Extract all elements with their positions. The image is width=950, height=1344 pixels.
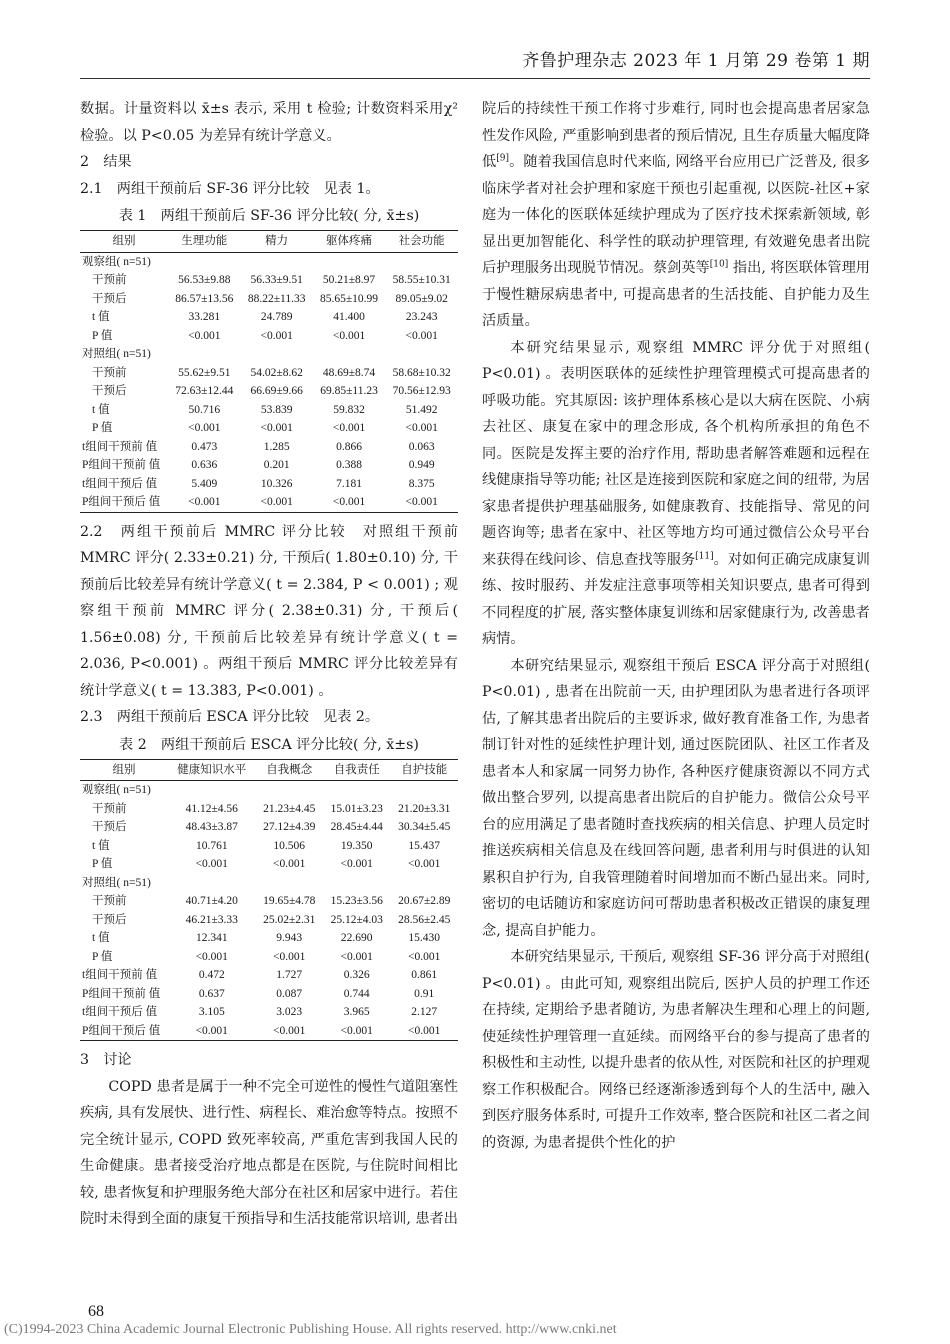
table-row: [80, 985, 458, 1004]
table-row: [80, 456, 458, 475]
table-row: [80, 1003, 458, 1022]
table-cell: <0.001: [195, 950, 228, 963]
row-label: P 值: [92, 858, 113, 870]
table-cell: [168, 874, 256, 893]
table-cell: 28.45±4.44: [330, 821, 383, 833]
table-cell: [168, 345, 241, 364]
table-cell: 85.65±10.99: [320, 292, 379, 305]
table-row: [80, 252, 458, 271]
copyright-footer: (C)1994-2023 China Academic Journal Electronic Publishing House. All rights reserved. http://www.cnki.net: [4, 1322, 617, 1337]
table-cell: [168, 252, 241, 271]
table-row: [80, 837, 458, 856]
table-cell: 22.690: [340, 932, 373, 944]
table-cell: 15.437: [408, 839, 441, 852]
table-cell: 72.63±12.44: [175, 385, 234, 397]
row-label: 观察组( n=51): [82, 784, 151, 796]
row-label: P 值: [92, 422, 113, 434]
row-label: t组间干预前 值: [82, 969, 158, 981]
table-cell: <0.001: [273, 1024, 306, 1037]
table-row: [80, 966, 458, 985]
table-row: [80, 855, 458, 874]
table-cell: 0.388: [336, 459, 362, 471]
table-row: [80, 308, 458, 327]
table-cell: 24.789: [260, 311, 293, 323]
row-label: P组间干预后 值: [82, 496, 161, 508]
table-cell: [323, 874, 390, 893]
journal-header: 齐鲁护理杂志 2023 年 1 月第 29 卷第 1 期: [522, 51, 870, 71]
table-cell: 46.21±3.33: [185, 913, 238, 926]
table-cell: <0.001: [408, 1024, 441, 1037]
table-cell: 0.201: [263, 459, 290, 471]
row-label: t组间干预后 值: [82, 1006, 158, 1018]
table-row: [80, 271, 458, 290]
left-column: [80, 96, 458, 1233]
citation-ref: [11]: [695, 550, 714, 561]
table-cell: 88.22±11.33: [247, 292, 306, 305]
table-cell: [241, 345, 313, 364]
table1-body: [80, 252, 458, 512]
table-row: [80, 781, 458, 800]
table-cell: 48.43±3.87: [185, 821, 238, 833]
table-cell: [385, 345, 458, 364]
table-row: [80, 1022, 458, 1041]
table-cell: 56.53±9.88: [178, 274, 231, 286]
table-cell: [313, 345, 386, 364]
table-cell: <0.001: [188, 496, 221, 508]
table-row: [80, 929, 458, 948]
row-label: 干预后: [92, 292, 127, 305]
section-heading-discussion: 3 讨论: [80, 1052, 132, 1068]
table-cell: 15.430: [408, 932, 441, 944]
table1-header-cell: 组别: [80, 231, 168, 253]
subsection-heading-2-1: 2.1 两组干预前后 SF-36 评分比较 见表 1。: [80, 180, 380, 197]
table-cell: 51.492: [405, 403, 438, 416]
table-cell: 2.127: [411, 1006, 438, 1018]
table-cell: <0.001: [405, 496, 438, 508]
table-cell: 66.69±9.66: [250, 385, 303, 397]
table-cell: 41.12±4.56: [185, 802, 238, 815]
table-cell: [390, 781, 458, 800]
row-label: 干预前: [92, 274, 127, 286]
row-label: 干预前: [92, 366, 127, 379]
table2: [80, 759, 458, 1042]
table-cell: 0.636: [191, 459, 218, 471]
table2-header-cell: 自我概念: [256, 759, 323, 781]
table-cell: [241, 252, 313, 271]
table-row: [80, 818, 458, 837]
header-divider: [80, 78, 870, 79]
table-row: [80, 401, 458, 420]
table-cell: 1.727: [276, 969, 303, 981]
table-cell: 15.23±3.56: [330, 895, 383, 907]
table-cell: [256, 781, 323, 800]
table-cell: <0.001: [340, 858, 373, 870]
table-cell: 12.341: [195, 932, 228, 944]
table2-header-row: [80, 759, 458, 781]
row-label: P 值: [92, 950, 113, 963]
row-label: t组间干预后 值: [82, 477, 158, 490]
table-cell: <0.001: [340, 1024, 373, 1037]
table-row: [80, 911, 458, 930]
table-cell: 0.087: [276, 987, 303, 1000]
row-label: t 值: [92, 403, 110, 416]
table-cell: 0.866: [336, 440, 362, 453]
discussion-paragraph-sf36: 本研究结果显示, 干预后, 观察组 SF-36 评分高于对照组( P<0.01) 。由此可知, 观察组出院后, 医护人员的护理工作还在持续, 定期给予患者随访, 为患者解决生理和心理上的问题, 使延续性护理管理一直延续。而网络平台的参与提高了患者的积极性和主动性, 以提升患者的依从性, 对医院和社区的护理观察工作积极配合。网络已经逐渐渗透到每个人的生活中, 融入到医疗服务体系时, 可提升工作效率, 整合医院和社区二者之间的资源, 为患者提供个性化的护: [482, 949, 870, 1151]
table-cell: 1.285: [263, 440, 290, 453]
table-cell: 7.181: [336, 477, 362, 490]
table-cell: 58.55±10.31: [392, 274, 451, 286]
row-label: P 值: [92, 329, 113, 342]
table-cell: <0.001: [195, 858, 228, 870]
table-cell: 3.965: [343, 1006, 370, 1018]
table-cell: [313, 252, 386, 271]
row-label: 对照组( n=51): [82, 876, 151, 889]
table-row: [80, 493, 458, 512]
table-cell: 0.949: [408, 459, 435, 471]
right-column: [482, 96, 870, 1156]
table-cell: 55.62±9.51: [178, 366, 231, 379]
table-cell: 25.02±2.31: [263, 913, 316, 926]
table-cell: 10.761: [195, 839, 228, 852]
subsection-paragraph-2-2: 2.2 两组干预前后 MMRC 评分比较 对照组干预前 MMRC 评分( 2.33±0.21) 分, 干预后( 1.80±0.10) 分, 干预前后比较差异有统计学意义( t = 2.384, P < 0.001) ; 观察组干预前 MMRC 评分( 2.38±0.31) 分, 干预后( 1.56±0.08) 分, 干预前后比较差异有统计学意义( t = 2.036, P<0.001) 。两组干预后 MMRC 评分比较差异有统计学意义( t = 13.383, P<0.001) 。: [80, 523, 458, 699]
row-label: t 值: [92, 839, 110, 852]
table-cell: 89.05±9.02: [395, 292, 448, 305]
table-cell: <0.001: [332, 496, 366, 508]
table-cell: 19.65±4.78: [263, 895, 316, 907]
table-row: [80, 800, 458, 819]
table-cell: [168, 781, 256, 800]
table-cell: 53.839: [260, 403, 293, 416]
table-cell: 28.56±2.45: [398, 913, 451, 926]
table-cell: 20.67±2.89: [398, 895, 451, 907]
table-cell: <0.001: [188, 422, 221, 434]
table-cell: 56.33±9.51: [250, 274, 303, 286]
table1-header-cell: 社会功能: [385, 231, 458, 253]
discussion-paragraph: COPD 患者是属于一种不完全可逆性的慢性气道阻塞性疾病, 具有发展快、进行性、病程长、难治愈等特点。按照不完全统计显示, COPD 致死率较高, 严重危害到我国人民的生命健康。患者接受治疗地点都是在医院, 与住院时间相比较, 患者恢复和护理服务绝大部分在社区和居家中进行。若住院时未得到全面的康复干预指导和生活技能常识培训, 患者出: [80, 1078, 458, 1227]
table-row: [80, 382, 458, 401]
table-cell: 59.832: [333, 403, 365, 416]
table-cell: 50.21±8.97: [322, 274, 376, 286]
table-cell: <0.001: [195, 1024, 228, 1037]
table2-body: [80, 781, 458, 1041]
continued-paragraph: [482, 96, 870, 335]
row-label: P组间干预前 值: [82, 987, 161, 1000]
table-cell: <0.001: [408, 950, 441, 963]
subsection-heading-2-3: 2.3 两组干预前后 ESCA 评分比较 见表 2。: [80, 709, 380, 725]
section-heading-results: 2 结果: [80, 154, 132, 170]
table-cell: 0.473: [191, 440, 218, 453]
table-cell: 3.023: [276, 1006, 303, 1018]
table1: [80, 230, 458, 513]
table-cell: [256, 874, 323, 893]
row-label: 干预前: [92, 802, 127, 815]
table-cell: 69.85±11.23: [320, 385, 378, 397]
table1-title: 表 1 两组干预前后 SF-36 评分比较( 分, x̄±s): [118, 208, 420, 224]
table-cell: [323, 781, 390, 800]
table-cell: 33.281: [188, 311, 221, 323]
table-cell: 58.68±10.32: [392, 366, 451, 379]
table-cell: 54.02±8.62: [250, 366, 303, 379]
table-cell: 15.01±3.23: [330, 802, 383, 815]
row-label: 干预前: [92, 895, 127, 907]
table-cell: 0.744: [343, 987, 370, 1000]
table-cell: 30.34±5.45: [398, 821, 451, 833]
table-cell: 10.326: [260, 477, 293, 490]
table2-header-cell: 组别: [80, 759, 168, 781]
table-cell: 0.326: [343, 969, 370, 981]
table-cell: 86.57±13.56: [175, 292, 234, 305]
table-row: [80, 874, 458, 893]
table-cell: <0.001: [273, 858, 306, 870]
row-label: t 值: [92, 311, 110, 323]
row-label: P组间干预前 值: [82, 459, 161, 471]
discussion-paragraph-esca: 本研究结果显示, 观察组干预后 ESCA 评分高于对照组( P<0.01) , 患者在出院前一天, 由护理团队为患者进行各项评估, 了解其患者出院后的主要诉求, 做好教育准备工作, 为患者制订针对性的延续性护理计划, 通过医院团队、社区工作者及患者本人和家属一同努力协作, 各种医疗健康资源以不同方式做出整合罗列, 以提高患者出院后的自护能力。微信公众号平台的应用满足了患者随时查找疾病的相关信息、护理人员定时推送疾病相关信息及在线回答问题, 患者利用与时俱进的认知累积自护行为, 自我管理随着时间增加而不断凸显出来。同时, 密切的电话随访和家庭访问可帮助患者积极改正错误的康复理念, 提高自护能力。: [482, 657, 870, 939]
citation-ref: [10]: [709, 259, 729, 270]
table-cell: <0.001: [260, 496, 293, 508]
table-cell: [390, 874, 458, 893]
table-row: [80, 364, 458, 383]
table-cell: <0.001: [332, 422, 366, 434]
table-cell: 8.375: [408, 477, 435, 490]
table-cell: <0.001: [405, 329, 438, 342]
table-row: [80, 419, 458, 438]
table1-header-cell: 生理功能: [168, 231, 241, 253]
row-label: 干预后: [92, 385, 127, 397]
table-cell: 23.243: [405, 311, 438, 323]
row-label: 干预后: [92, 913, 127, 926]
page-number: 68: [88, 1303, 104, 1320]
row-label: 对照组( n=51): [82, 348, 151, 360]
table2-title: 表 2 两组干预前后 ESCA 评分比较( 分, x̄±s): [119, 736, 419, 753]
paragraph-text: 指出, 将医联体管理用于慢性糖尿病患者中, 可提高患者的生活技能、自护能力及生活质量。: [482, 260, 870, 329]
discussion-paragraph-mmrc: [482, 335, 870, 653]
table1-header-cell: 躯体疼痛: [313, 231, 386, 253]
table-cell: <0.001: [405, 422, 438, 434]
paragraph-text: 。随着我国信息时代来临, 网络平台应用已广泛普及, 很多临床学者对社会护理和家庭干预也引起重视, 以医院-社区+家庭为一体化的医联体延续护理成为了医疗技术探索新领域, 彰显出更加智能化、科学性的联动护理管理, 有效避免患者出院后护理服务出现脱节情况。蔡剑英等: [482, 154, 870, 276]
table-cell: 9.943: [276, 932, 303, 944]
table-cell: 3.105: [198, 1006, 225, 1018]
table-cell: 0.91: [414, 987, 435, 1000]
table-cell: 19.350: [340, 839, 373, 852]
table-row: [80, 327, 458, 346]
table-row: [80, 948, 458, 967]
paragraph-text: 。对如何正确完成康复训练、按时服药、并发症注意事项等相关知识要点, 患者可得到不同程度的扩展, 落实整体康复训练和居家健康行为, 改善患者病情。: [482, 551, 870, 647]
table-cell: <0.001: [260, 329, 293, 342]
table-row: [80, 345, 458, 364]
table-cell: 21.20±3.31: [398, 802, 451, 815]
paragraph-text: 本研究结果显示, 观察组 MMRC 评分优于对照组( P<0.01) 。表明医联体的延续性护理管理模式可提高患者的呼吸功能。究其原因: 该护理体系核心是以大病在医院、小病去社区、康复在家中的理念形成, 各个机构所承担的角色不同。医院是发挥主要的治疗作用, 帮助患者解答难题和远程在线健康指导等功能; 社区是连接到医院和家庭之间的纽带, 为居家患者提供护理基础服务, 如健康教育、技能指导、常见的问题咨询等; 患者在家中、社区等地方均可通过微信公众号平台来获得在线问诊、信息查找等服务: [482, 339, 870, 568]
citation-ref: [9]: [496, 153, 510, 164]
table-cell: <0.001: [273, 950, 306, 963]
table-row: [80, 892, 458, 911]
table-row: [80, 438, 458, 457]
table-cell: 0.063: [408, 440, 435, 453]
paragraph-text: 院后的持续性干预工作将寸步难行, 同时也会提高患者居家急性发作风险, 严重影响到患者的预后情况, 且生存质量大幅度降低: [482, 101, 870, 170]
table-cell: 10.506: [273, 839, 306, 852]
table-cell: <0.001: [188, 329, 221, 342]
table2-header-cell: 自护技能: [390, 759, 458, 781]
table-cell: <0.001: [332, 329, 366, 342]
table-cell: <0.001: [260, 422, 293, 434]
table-cell: 40.71±4.20: [185, 895, 238, 907]
table-cell: 0.637: [198, 987, 225, 1000]
table-cell: 41.400: [333, 311, 365, 323]
table2-header-cell: 健康知识水平: [168, 759, 256, 781]
row-label: 干预后: [92, 821, 127, 833]
row-label: t组间干预前 值: [82, 440, 158, 453]
table-cell: [385, 252, 458, 271]
table-cell: 25.12±4.03: [330, 913, 383, 926]
table-cell: 70.56±12.93: [392, 385, 451, 397]
table-cell: 50.716: [188, 403, 221, 416]
table-cell: 5.409: [191, 477, 218, 490]
table-cell: <0.001: [408, 858, 441, 870]
row-label: t 值: [92, 932, 110, 944]
table-cell: 27.12±4.39: [263, 821, 316, 833]
table1-header-cell: 精力: [241, 231, 313, 253]
row-label: 观察组( n=51): [82, 255, 151, 268]
methods-paragraph: 数据。计量资料以 x̄±s 表示, 采用 t 检验; 计数资料采用χ² 检验。以 P<0.05 为差异有统计学意义。: [80, 101, 458, 144]
table-row: [80, 290, 458, 309]
table-cell: 0.472: [198, 969, 225, 981]
table1-header-row: [80, 231, 458, 253]
row-label: P组间干预后 值: [82, 1024, 161, 1037]
table-cell: 0.861: [411, 969, 438, 981]
table-cell: 21.23±4.45: [263, 802, 316, 815]
table-cell: <0.001: [340, 950, 373, 963]
table-cell: 48.69±8.74: [322, 366, 376, 379]
table2-header-cell: 自我责任: [323, 759, 390, 781]
table-row: [80, 475, 458, 494]
